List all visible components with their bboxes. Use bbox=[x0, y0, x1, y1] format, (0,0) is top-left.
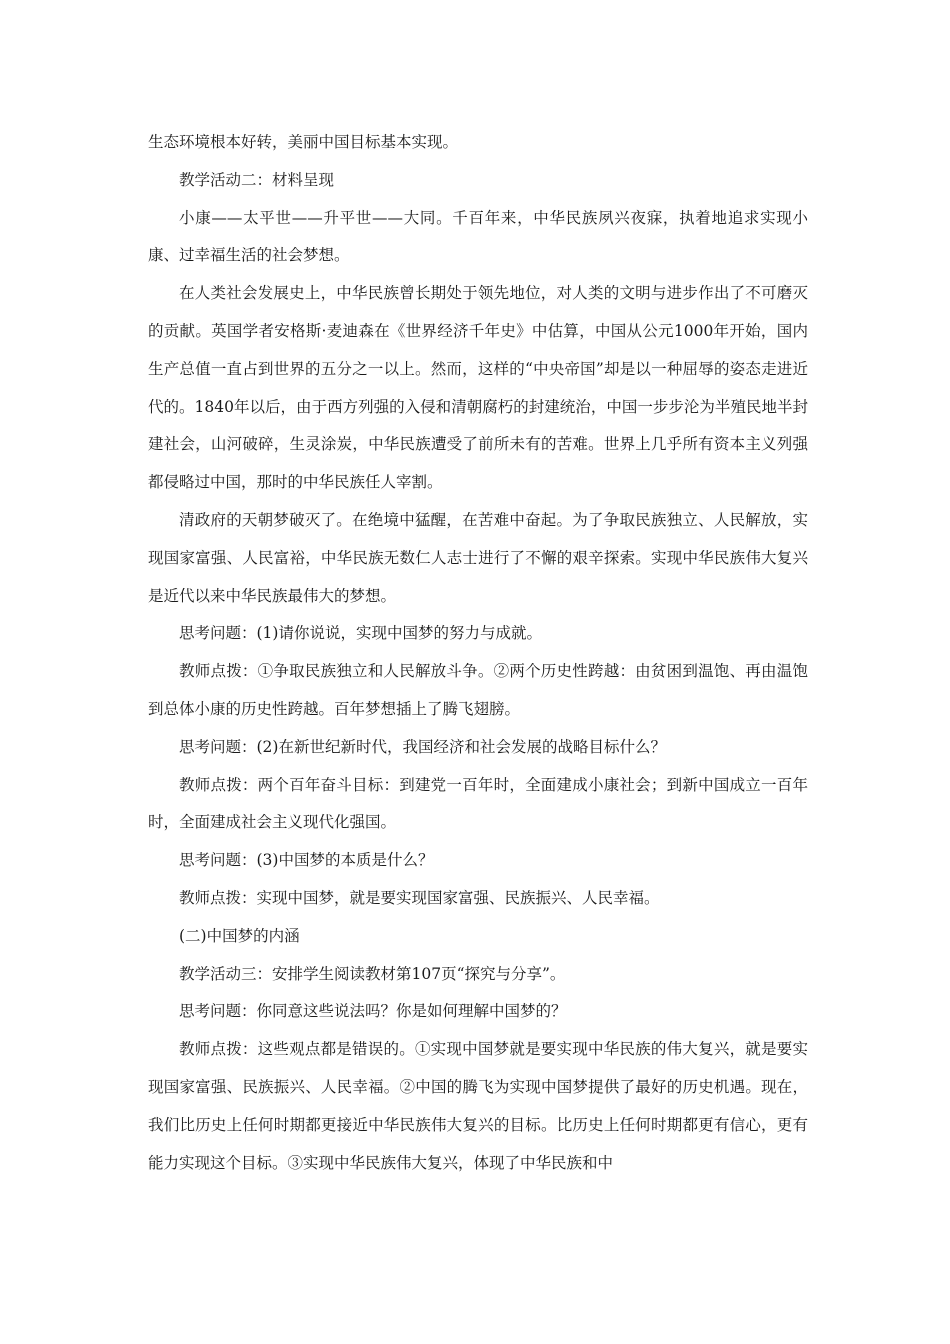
paragraph-7: 教师点拨：①争取民族独立和人民解放斗争。②两个历史性跨越：由贫困到温饱、再由温饱到总体小康的历史性跨越。百年梦想插上了腾飞翅膀。 bbox=[148, 662, 808, 718]
paragraph-10: 思考问题：(3)中国梦的本质是什么？ bbox=[179, 851, 434, 870]
paragraph-2: 教学活动二：材料呈现 bbox=[179, 170, 335, 189]
paragraph-9: 教师点拨：两个百年奋斗目标：到建党一百年时，全面建成小康社会；到新中国成立一百年时，全面建成社会主义现代化强国。 bbox=[148, 775, 808, 832]
paragraph-11: 教师点拨：实现中国梦，就是要实现国家富强、民族振兴、人民幸福。 bbox=[179, 888, 660, 907]
paragraph-15: 教师点拨：这些观点都是错误的。①实现中国梦就是要实现中华民族的伟大复兴，就是要实现国家富强、民族振兴、人民幸福。②中国的腾飞为实现中国梦提供了最好的历史机遇。现在，我们比历史上任何时期都更接近中华民族伟大复兴的目标。比历史上任何时期都更有信心，更有能力实现这个目标。③实现中华民族伟大复兴，体现了中华民族和中 bbox=[148, 1040, 808, 1172]
paragraph-14: 思考问题：你同意这些说法吗？你是如何理解中国梦的？ bbox=[179, 1002, 567, 1021]
paragraph-6: 思考问题：(1)请你说说，实现中国梦的努力与成就。 bbox=[179, 624, 542, 643]
paragraph-12: (二)中国梦的内涵 bbox=[179, 926, 300, 945]
paragraph-1: 生态环境根本好转，美丽中国目标基本实现。 bbox=[148, 133, 459, 151]
paragraph-13: 教学活动三：安排学生阅读教材第107页“探究与分享”。 bbox=[179, 964, 566, 983]
paragraph-5: 清政府的天朝梦破灭了。在绝境中猛醒，在苦难中奋起。为了争取民族独立、人民解放，实现国家富强、人民富裕，中华民族无数仁人志士进行了不懈的艰辛探索。实现中华民族伟大复兴是近代以来中华民族最伟大的梦想。 bbox=[148, 510, 808, 605]
paragraph-8: 思考问题：(2)在新世纪新时代，我国经济和社会发展的战略目标什么？ bbox=[179, 737, 666, 756]
document-body bbox=[148, 124, 808, 1182]
paragraph-4: 在人类社会发展史上，中华民族曾长期处于领先地位，对人类的文明与进步作出了不可磨灭的贡献。英国学者安格斯·麦迪森在《世界经济千年史》中估算，中国从公元1000年开始，国内生产总值一直占到世界的五分之一以上。然而，这样的“中央帝国”却是以一种屈辱的姿态走进近代的。1840年以后，由于西方列强的入侵和清朝腐朽的封建统治，中国一步步沦为半殖民地半封建社会，山河破碎，生灵涂炭，中华民族遭受了前所未有的苦难。世界上几乎所有资本主义列强都侵略过中国，那时的中华民族任人宰割。 bbox=[148, 284, 808, 492]
paragraph-3: 小康——太平世——升平世——大同。千百年来，中华民族夙兴夜寐，执着地追求实现小康、过幸福生活的社会梦想。 bbox=[148, 208, 808, 265]
